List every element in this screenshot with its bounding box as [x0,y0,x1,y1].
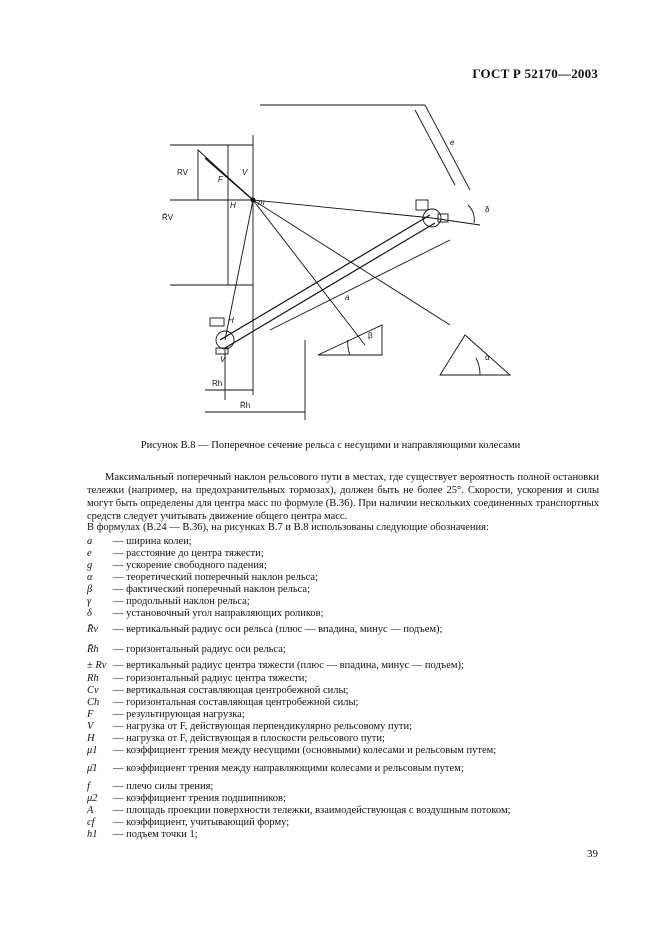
legend-row: h1 — подъем точки 1; [87,829,198,840]
legend-row: cf — коэффициент, учитывающий форму; [87,817,290,828]
figure-caption: Рисунок В.8 — Поперечное сечение рельса с несущими и направляющими колесами [140,440,521,451]
svg-text:RV: RV [177,168,188,177]
svg-text:e: e [450,138,455,147]
legend-row: ± Rv — вертикальный радиус центра тяжести (плюс — впадина, минус — подъем); [87,660,464,671]
svg-text:δ: δ [485,205,490,214]
legend-row: α — теоретический поперечный наклон рельса; [87,572,318,583]
legend-row: F — результирующая нагрузка; [87,709,245,720]
legend-row: R̄h — горизонтальный радиус оси рельса; [87,644,286,655]
legend-row: e — расстояние до центра тяжести; [87,548,264,559]
svg-text:V: V [220,355,226,364]
legend-row: H — нагрузка от F, действующая в плоскости рельсового пути; [87,733,385,744]
a-dimension-line [270,240,450,330]
svg-text:a: a [345,293,350,302]
legend-row: Cv — вертикальная составляющая центробежной силы; [87,685,349,696]
legend-intro: В формулах (В.24 — В.36), на рисунках В.7 и В.8 использованы следующие обозначения: [87,522,489,533]
legend-row: δ — установочный угол направляющих роликов; [87,608,324,619]
legend-row: R̄v — вертикальный радиус оси рельса (плюс — впадина, минус — подъем); [87,624,443,635]
body-paragraph: Максимальный поперечный наклон рельсового пути в местах, где существует вероятность полной остановки тележки (например, на предохранительных тормозах), должен быть не более 25°. Скорости, ускорения и силы могут быть определены для центра масс по формуле (В.36). При наличии нескольких соединенных транспортных средств следует учитывать движение общего центра масс. [87,472,599,522]
legend-row: μ2 — коэффициент трения подшипников; [87,793,286,804]
svg-text:α: α [485,353,490,362]
svg-text:V: V [242,168,248,177]
svg-text:Rh: Rh [212,379,223,388]
svg-text:F: F [218,175,223,184]
document-header: ГОСТ Р 52170—2003 [472,66,598,81]
rail-cross-section-figure [150,90,600,425]
rail-beam-bottom [225,223,435,348]
center-of-mass-point [251,198,256,203]
svg-text:H: H [228,316,234,325]
legend-row: a — ширина колеи; [87,536,192,547]
beta-triangle [318,325,382,355]
page-number: 39 [587,848,598,860]
legend-row: β — фактический поперечный наклон рельса; [87,584,311,595]
svg-text:β: β [368,331,373,340]
legend-row: Ch — горизонтальная составляющая центробежной силы; [87,697,359,708]
legend-row: A — площадь проекции поверхности тележки, взаимодействующая с воздушным потоком; [87,805,511,816]
legend-row: f — плечо силы трения; [87,781,214,792]
svg-text:H: H [230,201,236,210]
legend-row: μ̄1 — коэффициент трения между направляющими колесами и рельсовым путем; [87,763,464,774]
legend-row: V — нагрузка от F, действующая перпендикулярно рельсовому пути; [87,721,413,732]
left-guide-roller [210,318,224,326]
svg-text:m: m [258,198,265,207]
legend-row: μ1 — коэффициент трения между несущими (основными) колесами и рельсовым путем; [87,745,497,756]
right-guide-roller [416,200,428,210]
rail-beam-top [220,215,430,340]
alpha-triangle [440,335,510,375]
svg-text:R̄h: R̄h [240,401,251,410]
legend-row: g — ускорение свободного падения; [87,560,267,571]
legend-row: Rh — горизонтальный радиус центра тяжести; [87,673,308,684]
legend-row: γ — продольный наклон рельса; [87,596,250,607]
svg-text:R̄V: R̄V [162,213,174,222]
